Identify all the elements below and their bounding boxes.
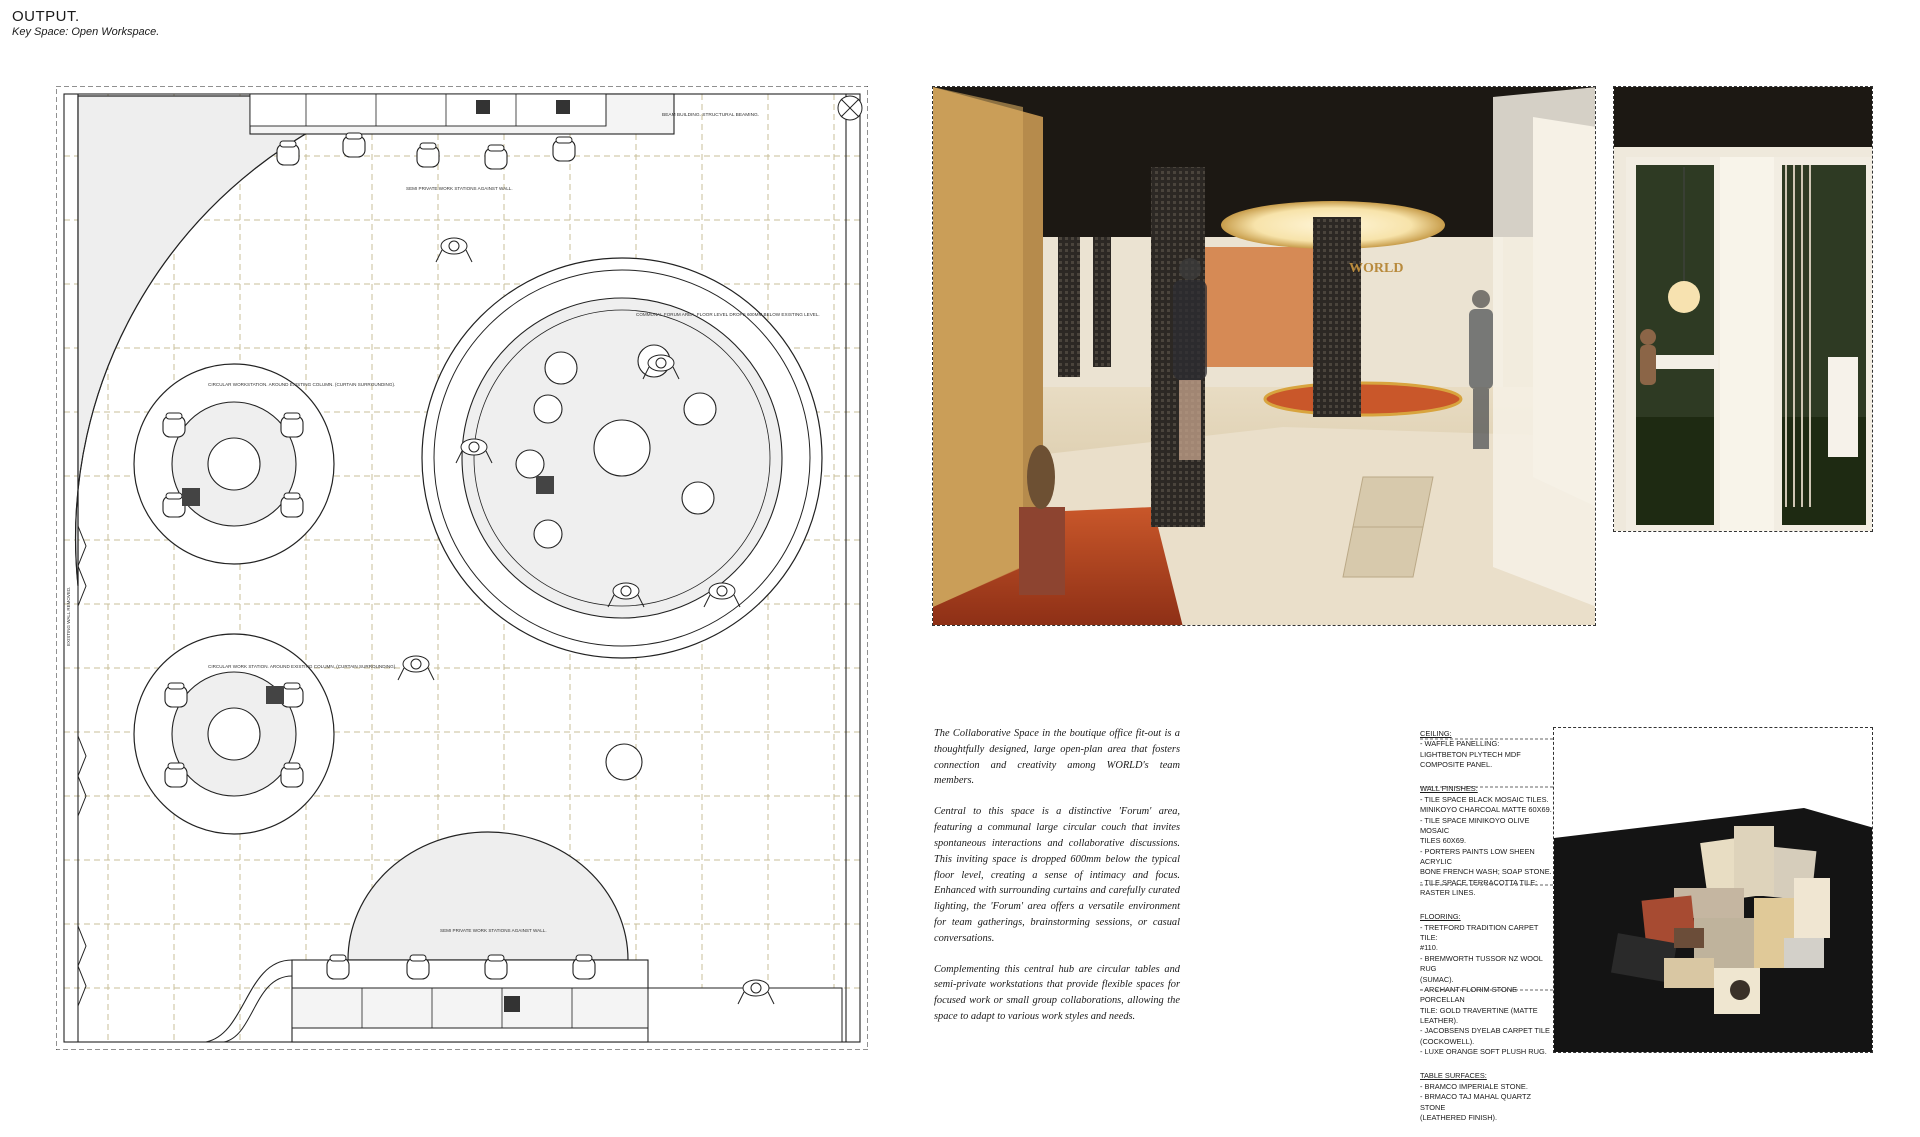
spec-item: - BRAMCO IMPERIALE STONE.: [1420, 1081, 1528, 1091]
spec-item: (LEATHERED FINISH).: [1420, 1112, 1498, 1122]
spec-item: - ARCHANT FLORIM STONE PORCELLAN: [1420, 984, 1518, 1005]
spec-flooring: [1420, 912, 1556, 1057]
spec-item: MINIKOYO CHARCOAL MATTE 60X69.: [1420, 805, 1552, 815]
spec-item: - WAFFLE PANELLING:: [1420, 739, 1500, 749]
spec-item: - BREMWORTH TUSSOR NZ WOOL RUG: [1420, 953, 1543, 974]
material-board: [1553, 727, 1873, 1053]
spec-item: RASTER LINES.: [1420, 888, 1476, 898]
top-seating-note: SEMI PRIVATE WORK STATIONS AGAINST WALL.: [406, 186, 513, 191]
description-paragraph: Central to this space is a distinctive 'Forum' area, featuring a communal large circular couch that invites spontaneous interactions and collaborative discussions. This inviting space is dropped 600mm below the typical floor level, creating a sense of intimacy and focus. Enhanced with surrounding curtains and carefully curated lighting, the 'Forum' area offers a versatile environment for team gatherings, brainstorming sessions, or casual conversations.: [934, 806, 1180, 944]
mosaic-column-2: [1313, 217, 1361, 417]
page-subtitle: Key Space: Open Workspace.: [12, 26, 160, 38]
workstation-a-note: CIRCULAR WORKSTATION. AROUND EXISTING COLUMN. (CURTAIN SURROUNDING).: [208, 382, 396, 387]
beam-note: BEAM BUILDING. STRUCTURAL BEAMING.: [662, 113, 760, 118]
spec-item: COMPOSITE PANEL.: [1420, 760, 1493, 770]
spec-walls: [1420, 784, 1556, 898]
spec-item: (COCKOWELL).: [1420, 1036, 1475, 1046]
page-title: OUTPUT.: [12, 8, 80, 25]
spec-item: #110.: [1420, 943, 1438, 953]
circular-workstation-a: [134, 364, 334, 564]
forum-rug: [1265, 383, 1461, 415]
spec-item: - TRETFORD TRADITION CARPET TILE:: [1420, 922, 1539, 943]
top-bench: [250, 94, 674, 134]
spec-heading: CEILING:: [1420, 729, 1452, 738]
spec-item: - TILE SPACE TERRACOTTA TILE:: [1420, 877, 1538, 887]
private-note: SEMI PRIVATE WORK STATIONS AGAINST WALL.: [440, 928, 547, 933]
spec-item: (SUMAC).: [1420, 974, 1454, 984]
pendant-lamp: [1668, 281, 1700, 313]
description-paragraph: Complementing this central hub are circular tables and semi-private workstations that provide flexible spaces for focused work or small group collaborations, allowing the space to adapt to various work styles and needs.: [934, 963, 1180, 1022]
floor-plan: [56, 86, 868, 1050]
workstation-b-note: CIRCULAR WORK STATION. AROUND EXISTING COLUMN. (CURTAIN SURROUNDING).: [208, 664, 397, 669]
spec-item: BONE FRENCH WASH; SOAP STONE.: [1420, 867, 1552, 877]
west-wall-note: EXISTING WALL REMOVED.: [66, 586, 71, 646]
spec-item: - BRMACO TAJ MAHAL QUARTZ STONE: [1420, 1092, 1532, 1112]
round-table: [606, 744, 642, 780]
description: [934, 726, 1180, 1040]
open-workspace-render: [932, 86, 1596, 626]
spec-heading: TABLE SURFACES:: [1420, 1071, 1487, 1081]
spec-item: TILE: GOLD TRAVERTINE (MATTE LEATHER).: [1420, 1005, 1538, 1025]
corner-marker: [838, 96, 862, 120]
spec-item: - PORTERS PAINTS LOW SHEEN ACRYLIC: [1420, 846, 1535, 866]
world-sign: WORLD: [1349, 261, 1404, 276]
spec-heading: WALL FINISHES:: [1420, 784, 1478, 794]
spec-ceiling: [1420, 729, 1556, 770]
spec-item: - TILE SPACE MINIKOYO OLIVE MOSAIC: [1420, 815, 1530, 835]
description-paragraph: The Collaborative Space in the boutique office fit-out is a thoughtfully designed, large open-plan area that fosters connection and creativity among WORLD's team members.: [934, 728, 1180, 787]
spec-heading: FLOORING:: [1420, 912, 1461, 922]
forum-note: COMMUNAL FORUM AREA. FLOOR LEVEL DROPS 600MM BELOW EXISTING LEVEL.: [636, 312, 820, 317]
spec-item: LIGHTBETON PLYTECH MDF: [1420, 749, 1521, 759]
seated-figure: [1640, 329, 1656, 385]
spec-item: - JACOBSENS DYELAB CARPET TILE: [1420, 1026, 1550, 1036]
forum-area: [422, 258, 822, 658]
spec-tables: [1420, 1071, 1556, 1123]
spec-item: - TILE SPACE BLACK MOSAIC TILES.: [1420, 794, 1549, 804]
booth-render: [1613, 86, 1873, 532]
material-specs: [1420, 729, 1556, 1137]
spec-item: TILES 60X69.: [1420, 836, 1467, 846]
page-header: [12, 8, 159, 38]
spec-item: - LUXE ORANGE SOFT PLUSH RUG.: [1420, 1047, 1547, 1057]
